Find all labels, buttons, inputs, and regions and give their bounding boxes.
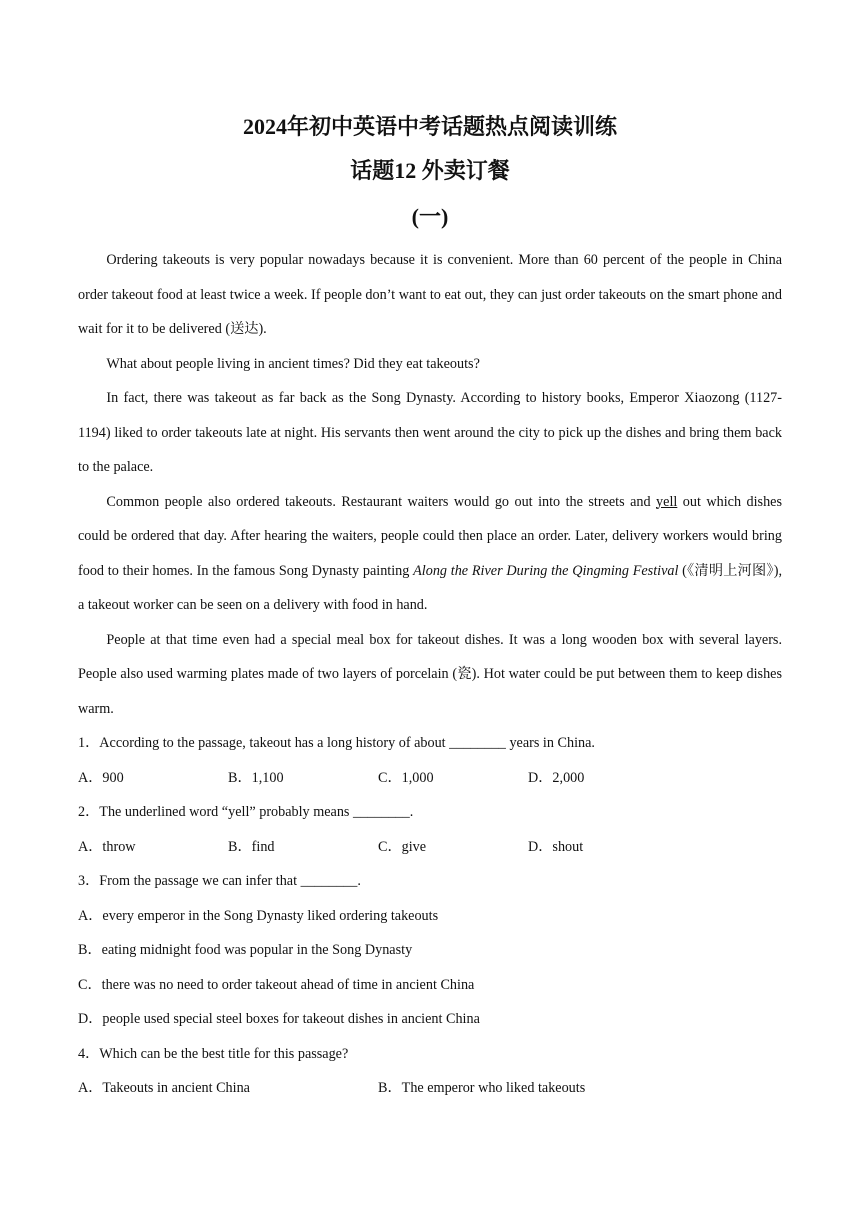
- question-1-option-c: C．1,000: [378, 769, 434, 786]
- document-title: 2024年初中英语中考话题热点阅读训练: [242, 114, 617, 139]
- question-3-option-b: B．eating midnight food was popular in the Song Dynasty: [78, 942, 413, 958]
- question-2-option-c: C．give: [378, 838, 427, 855]
- paragraph-4-part-c: (《清明上河图》), a takeout worker can be seen on a delivery with food in hand.: [78, 562, 783, 613]
- question-3-stem: 3．From the passage we can infer that ________.: [78, 873, 361, 889]
- question-2-option-b: B．find: [228, 838, 275, 855]
- section-number: (一): [411, 204, 449, 229]
- passage-paragraph-3: In fact, there was takeout as far back as the Song Dynasty. According to history books, Emperor Xiaozong (1127-1194) liked to order takeouts late at night. His servants then went around the city to pick up the dishes and bring them back to the palace.: [78, 390, 782, 475]
- question-1-options: [78, 761, 782, 796]
- question-2-option-d: D．shout: [528, 838, 584, 855]
- painting-title: Along the River During the Qingming Festival: [413, 562, 679, 579]
- topic-title: 话题12 外卖订餐: [350, 158, 510, 183]
- underlined-word-yell: yell: [656, 493, 678, 510]
- reading-passage: [78, 243, 782, 1106]
- passage-paragraph-5: People at that time even had a special meal box for takeout dishes. It was a long wooden box with several layers. People also used warming plates made of two layers of porcelain (瓷). Hot water could be put between them to keep dishes warm.: [78, 631, 782, 717]
- question-2-options: [78, 830, 782, 865]
- question-2-option-a: A．throw: [78, 838, 136, 855]
- question-4-option-b: B．The emperor who liked takeouts: [378, 1080, 586, 1096]
- question-4-option-a: A．Takeouts in ancient China: [78, 1080, 250, 1096]
- question-1-option-a: A．900: [78, 769, 124, 786]
- question-1-option-b: B．1,100: [228, 769, 284, 786]
- question-1-option-d: D．2,000: [528, 769, 585, 786]
- question-3-option-d: D．people used special steel boxes for takeout dishes in ancient China: [78, 1011, 480, 1027]
- question-4-options: [78, 1071, 782, 1106]
- passage-paragraph-1: Ordering takeouts is very popular nowadays because it is convenient. More than 60 percent of the people in China order takeout food at least twice a week. If people don’t want to eat out, they can just order takeouts on the smart phone and wait for it to be delivered (送达).: [78, 252, 782, 337]
- paragraph-4-part-b: out which dishes could be ordered that day. After hearing the waiters, people could then place an order. Later, delivery workers would bring food to their homes. In the famous Song Dynasty painting: [78, 493, 782, 579]
- question-1-stem: 1．According to the passage, takeout has a long history of about ________ years in China.: [78, 735, 595, 751]
- question-3-option-a: A．every emperor in the Song Dynasty liked ordering takeouts: [78, 907, 439, 924]
- passage-paragraph-2: What about people living in ancient times? Did they eat takeouts?: [106, 355, 480, 372]
- question-3-option-c: C．there was no need to order takeout ahead of time in ancient China: [78, 976, 475, 993]
- question-4-stem: 4．Which can be the best title for this passage?: [78, 1045, 349, 1062]
- paragraph-4-part-a: Common people also ordered takeouts. Restaurant waiters would go out into the streets and: [106, 493, 657, 510]
- question-2-stem: 2．The underlined word “yell” probably means ________.: [78, 804, 414, 820]
- passage-paragraph-4: [78, 485, 782, 623]
